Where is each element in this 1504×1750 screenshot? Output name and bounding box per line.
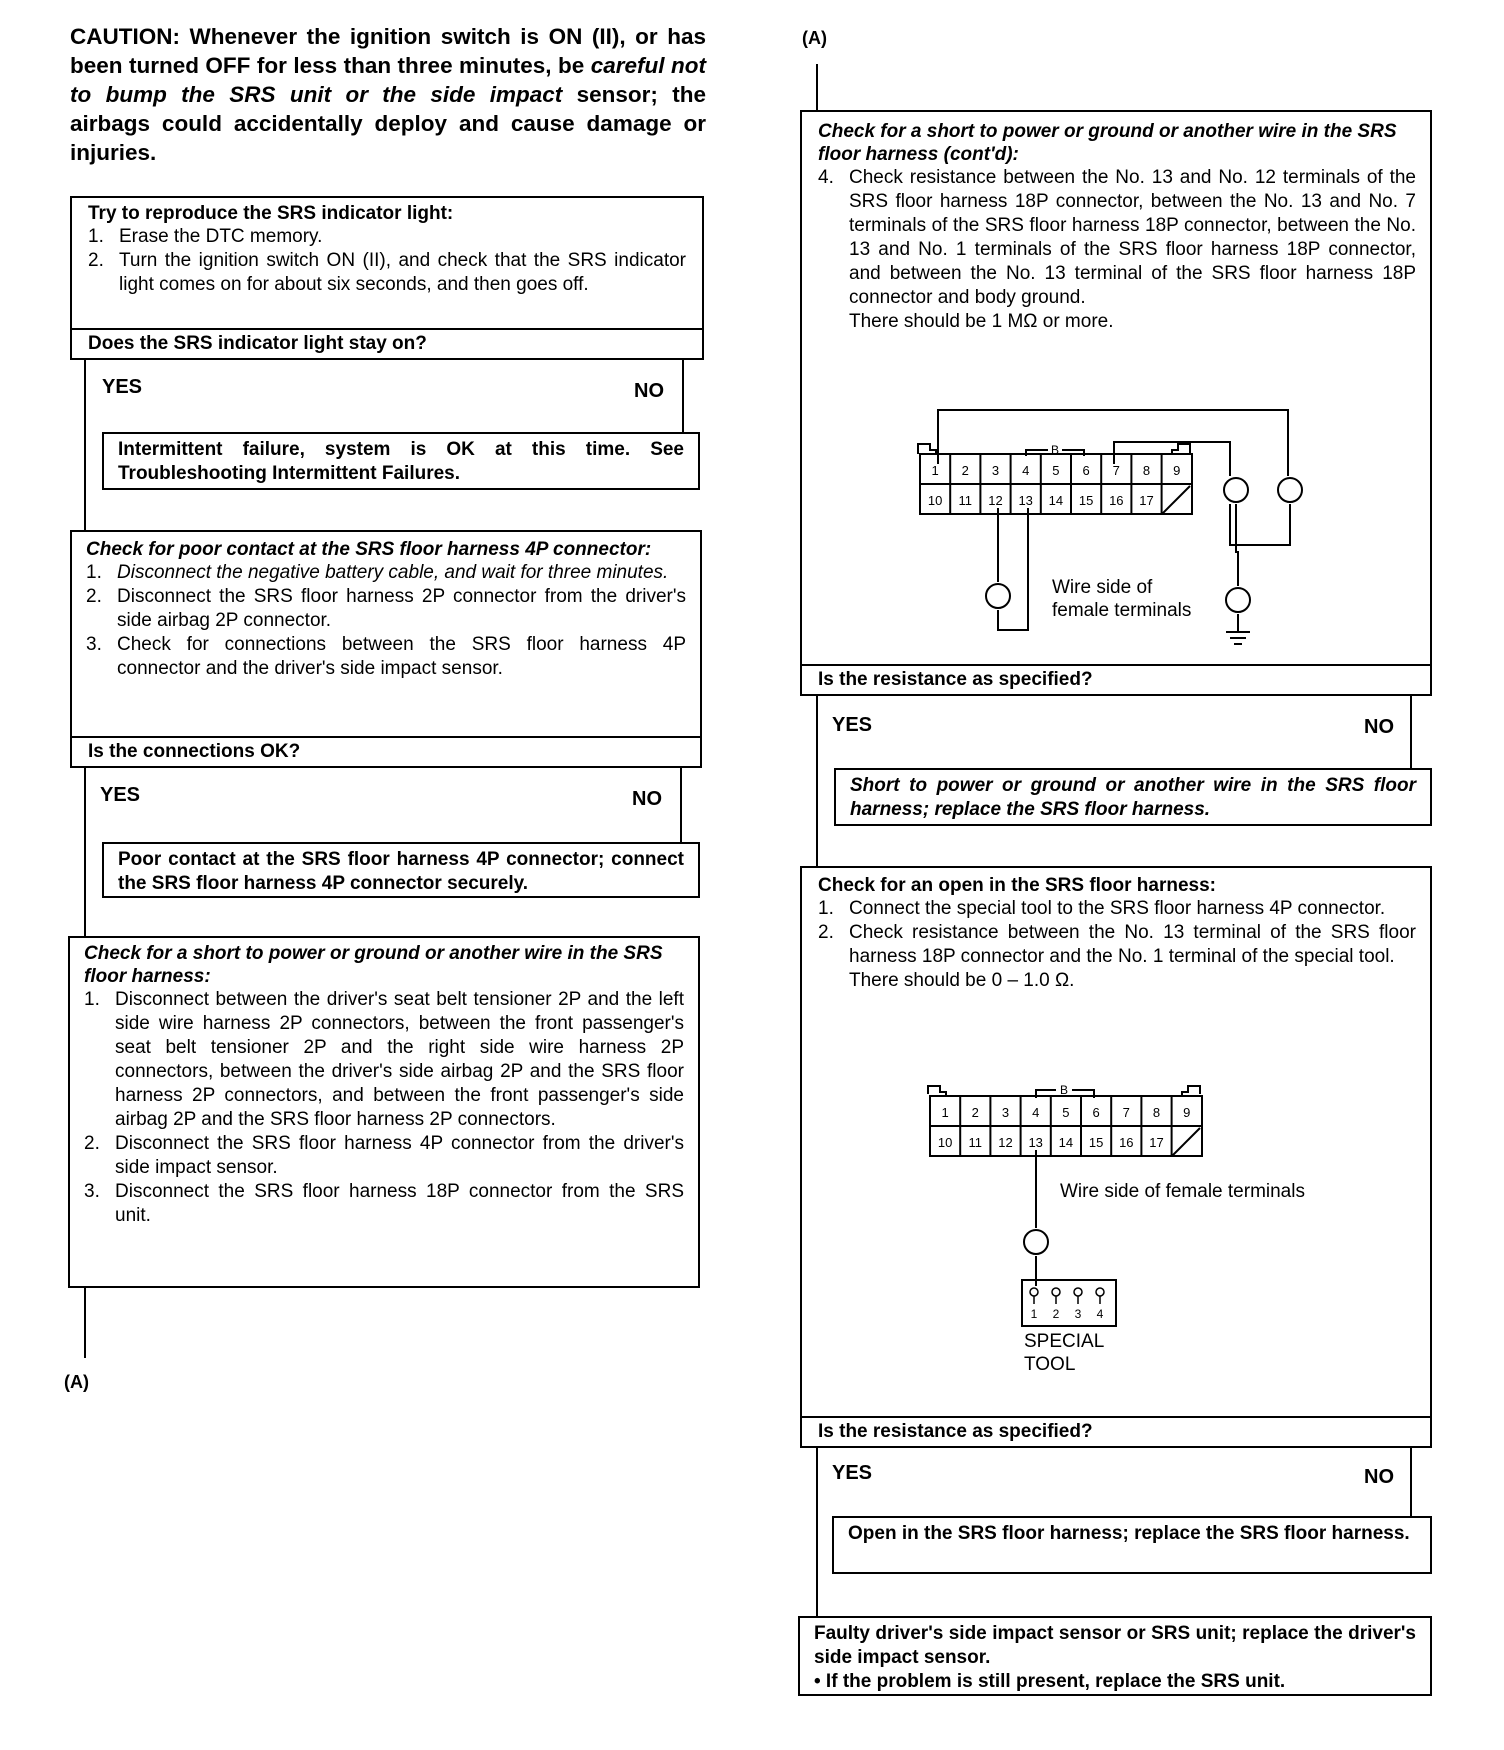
step-box-poor-contact	[70, 530, 702, 768]
question: Is the resistance as specified?	[802, 664, 1430, 694]
tool-pin	[1052, 1288, 1060, 1296]
yes-label: YES	[832, 1462, 873, 1484]
terminal-number: 14	[1058, 1135, 1074, 1150]
step-item: 4. Check resistance between the No. 13 and No. 12 terminals of the SRS floor harness 18P connector, between the No. 13 and No. 7 terminals of the SRS floor harness 18P connector, between the No. 13 and No. 1 terminals of the SRS floor harness 18P connector, and between the No. 13 terminal of the SRS floor harness 18P connector and body ground.	[818, 167, 1416, 308]
step-list	[84, 988, 684, 1228]
diagram-label: Wire side of female terminals	[1060, 1181, 1305, 1202]
step-item: 3. Disconnect the SRS floor harness 18P connector from the SRS unit.	[84, 1181, 684, 1226]
tool-pin-number: 4	[1096, 1307, 1104, 1321]
terminal-number: 8	[1142, 463, 1151, 478]
terminal-number: 3	[991, 463, 1000, 478]
no-label: NO	[632, 788, 662, 810]
yes-label: YES	[832, 714, 873, 736]
terminal-number: 7	[1122, 1105, 1130, 1120]
terminal-number: 1	[941, 1105, 949, 1120]
step-item: 2. Turn the ignition switch ON (II), and check that the SRS indicator light comes on for about six seconds, and then goes off.	[88, 250, 686, 295]
terminal-number: 5	[1062, 1105, 1070, 1120]
step-heading: Check for an open in the SRS floor harness:	[818, 875, 1217, 896]
tool-pin	[1074, 1288, 1082, 1296]
terminal-number: 7	[1112, 463, 1120, 478]
step-box-short-check	[68, 936, 700, 1288]
step-heading: Try to reproduce the SRS indicator light:	[88, 203, 454, 224]
step-item: 1. Disconnect the negative battery cable, and wait for three minutes.	[86, 562, 669, 583]
step-box-reproduce	[70, 196, 704, 360]
step-heading: Check for poor contact at the SRS floor harness 4P connector:	[86, 539, 652, 560]
connector-label-a-bottom: (A)	[64, 1372, 89, 1392]
terminal-number: 8	[1152, 1105, 1161, 1120]
terminal-number: 13	[1018, 493, 1033, 508]
result-text: Intermittent failure, system is OK at this time. See Troubleshooting Intermittent Failures.	[118, 439, 684, 484]
caution-text-b: careful not to bump the SRS unit or the side impact	[70, 53, 706, 107]
no-label: NO	[1364, 1466, 1394, 1488]
tool-pin	[1096, 1288, 1104, 1296]
terminal-number: 15	[1078, 493, 1094, 508]
special-tool-label: SPECIAL TOOL	[1024, 1331, 1105, 1375]
final-line-1: Faulty driver's side impact sensor or SRS unit; replace the driver's side impact sensor.	[814, 1623, 1416, 1668]
terminal-number: 6	[1092, 1105, 1100, 1120]
result-box-intermittent	[102, 432, 700, 490]
terminal-number: 2	[961, 463, 969, 478]
question: Is the resistance as specified?	[802, 1416, 1430, 1446]
terminal-number: 15	[1088, 1135, 1104, 1150]
terminal-number: 3	[1001, 1105, 1010, 1120]
result-box-poor-contact	[102, 842, 700, 898]
yes-label: YES	[100, 784, 141, 806]
terminal-number: 4	[1032, 1105, 1040, 1120]
diagram-label: Wire side of female terminals	[1052, 577, 1192, 621]
b-label: B	[1059, 1083, 1069, 1097]
step-heading: Check for a short to power or ground or another wire in the SRS floor harness:	[84, 943, 663, 987]
connector-diagram-2	[910, 1076, 1210, 1336]
terminal-number: 12	[988, 493, 1003, 508]
terminal-number: 14	[1048, 493, 1064, 508]
no-label: NO	[634, 380, 664, 402]
step-heading: Check for a short to power or ground or another wire in the SRS floor harness (cont'd):	[818, 121, 1397, 165]
caution-text	[70, 22, 706, 167]
tool-pin-number: 1	[1030, 1307, 1038, 1321]
connector-label-a-top: (A)	[802, 28, 827, 48]
step-list	[88, 225, 686, 297]
step-list	[86, 561, 686, 681]
step-item: 2. Check resistance between the No. 13 terminal of the SRS floor harness 18P connector and the No. 1 terminal of the special tool.	[818, 922, 1416, 967]
tool-pin-number: 3	[1074, 1307, 1082, 1321]
step-item: 2. Disconnect the SRS floor harness 2P connector from the driver's side airbag 2P connector.	[86, 586, 686, 631]
question: Is the connections OK?	[72, 736, 700, 766]
terminal-number: 17	[1139, 493, 1154, 508]
terminal-number: 16	[1119, 1135, 1134, 1150]
step-item: 1. Disconnect between the driver's seat belt tensioner 2P and the left side wire harness 2P connectors, between the front passenger's seat belt tensioner 2P and the right side wire harness 2P connectors, between the driver's side airbag 2P and the SRS floor harness 2P connectors, and between the front passenger's side airbag 2P and the SRS floor harness 2P connectors.	[84, 989, 684, 1130]
terminal-number: 5	[1052, 463, 1060, 478]
final-line-2: • If the problem is still present, replace the SRS unit.	[814, 1671, 1286, 1692]
terminal-number: 9	[1173, 463, 1181, 478]
caution-prefix: CAUTION:	[70, 24, 180, 49]
tool-pin	[1030, 1288, 1038, 1296]
terminal-number: 11	[968, 1135, 983, 1150]
caution-text-c: sensor; the airbags could accidentally deploy and cause damage or injuries.	[70, 82, 706, 165]
step-item: 2. Disconnect the SRS floor harness 4P connector from the driver's side impact sensor.	[84, 1133, 684, 1178]
terminal-number: 11	[958, 493, 973, 508]
no-label: NO	[1364, 716, 1394, 738]
result-box-final	[798, 1616, 1432, 1696]
result-box-open	[832, 1516, 1432, 1574]
terminal-number: 10	[927, 493, 943, 508]
terminal-number: 10	[937, 1135, 953, 1150]
terminal-number: 6	[1082, 463, 1090, 478]
tool-pin-number: 2	[1052, 1307, 1060, 1321]
yes-label: YES	[102, 376, 143, 398]
terminal-number: 13	[1028, 1135, 1043, 1150]
question: Does the SRS indicator light stay on?	[72, 328, 702, 358]
spec-line: There should be 0 – 1.0 Ω.	[849, 970, 1075, 991]
step-item: 1. Connect the special tool to the SRS floor harness 4P connector.	[818, 898, 1386, 919]
terminal-number: 12	[998, 1135, 1013, 1150]
result-text: Open in the SRS floor harness; replace the SRS floor harness.	[848, 1523, 1410, 1544]
step-item: 1. Erase the DTC memory.	[88, 226, 323, 247]
step-list	[818, 897, 1416, 993]
result-text: Poor contact at the SRS floor harness 4P connector; connect the SRS floor harness 4P connector securely.	[118, 849, 684, 894]
b-label: B	[1050, 443, 1060, 457]
result-box-short	[834, 768, 1432, 826]
step-list	[818, 166, 1416, 334]
terminal-number: 16	[1109, 493, 1124, 508]
spec-line: There should be 1 MΩ or more.	[849, 311, 1114, 332]
terminal-number: 9	[1183, 1105, 1191, 1120]
result-text: Short to power or ground or another wire in the SRS floor harness; replace the SRS floor harness.	[850, 775, 1416, 820]
step-item: 3. Check for connections between the SRS floor harness 4P connector and the driver's side impact sensor.	[86, 634, 686, 679]
caution-text-a: Whenever the ignition switch is ON (II), or has been turned OFF for less than three minutes, be	[70, 24, 706, 78]
terminal-number: 1	[931, 463, 939, 478]
terminal-number: 4	[1022, 463, 1030, 478]
terminal-number: 2	[971, 1105, 979, 1120]
terminal-number: 17	[1149, 1135, 1164, 1150]
